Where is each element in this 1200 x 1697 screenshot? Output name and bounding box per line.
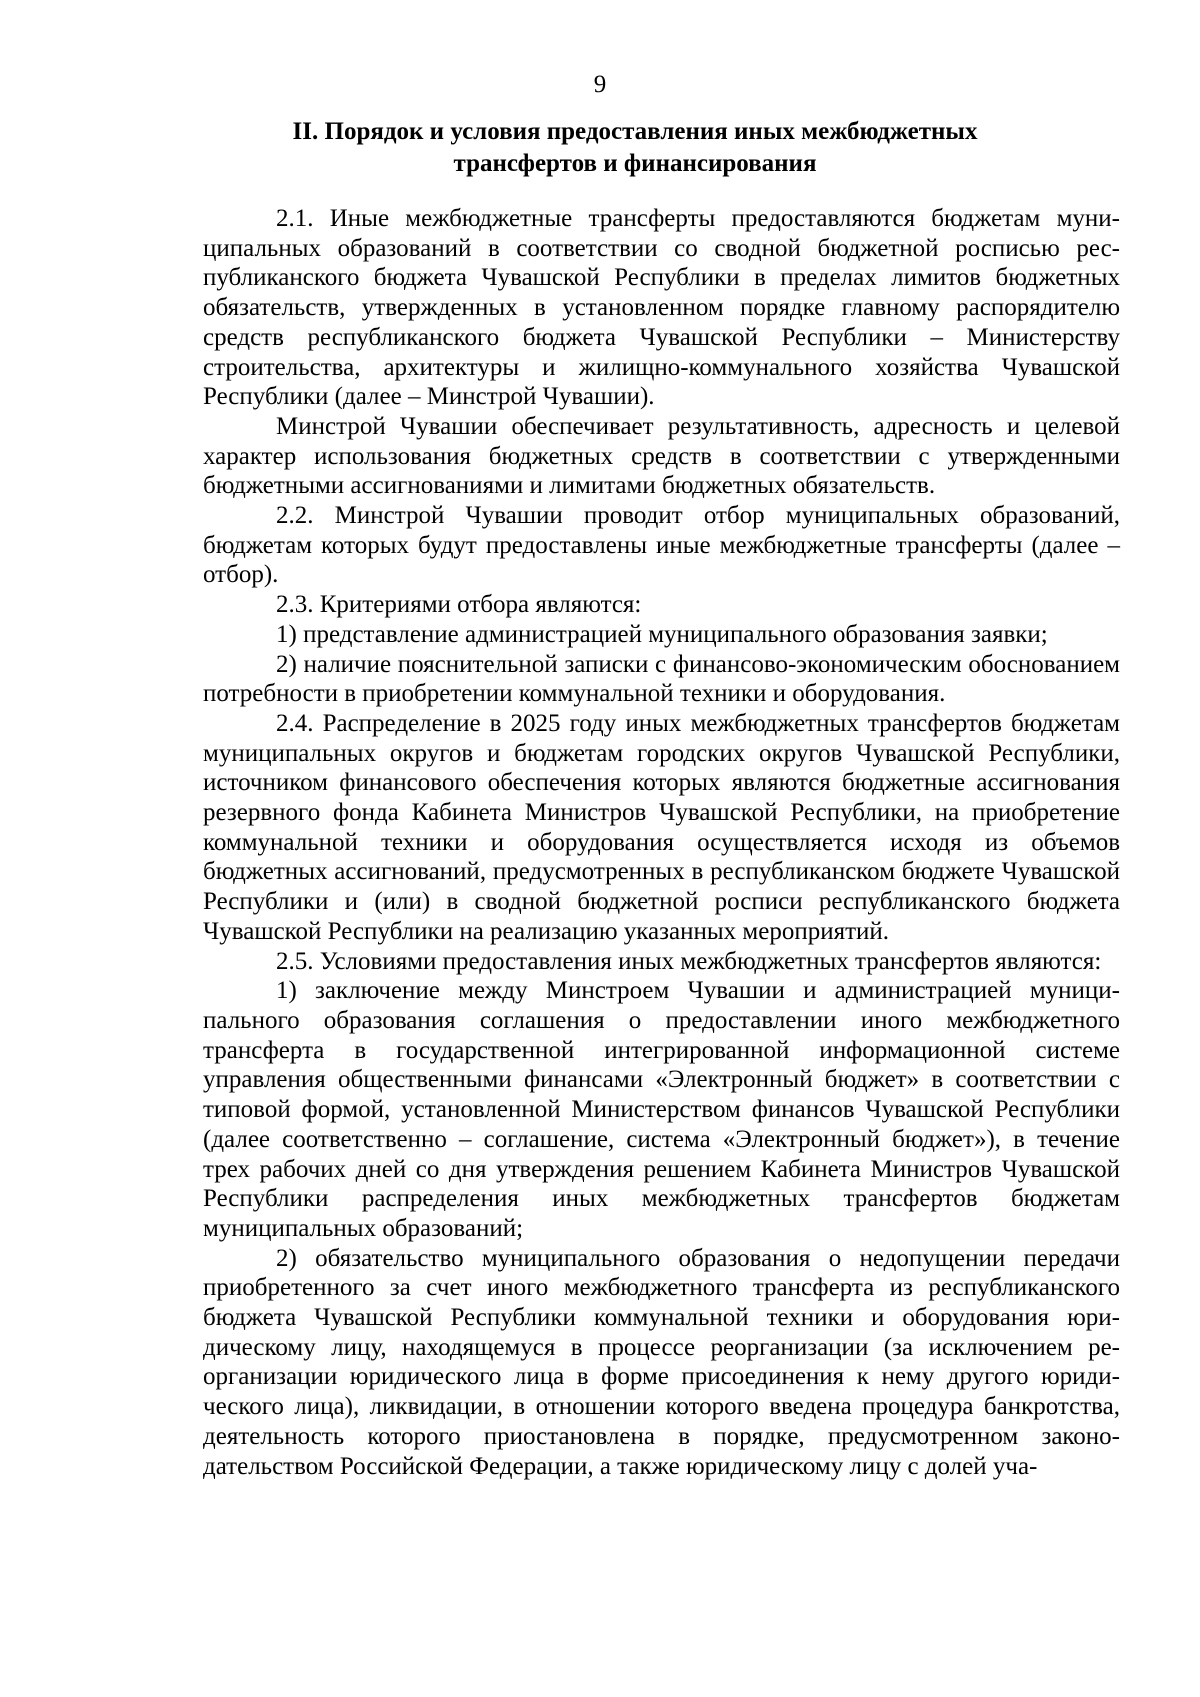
paragraph-2-3: 2.3. Критериями отбора являются: bbox=[276, 591, 642, 619]
paragraph-2-5: 2.5. Условиями предоставления иных межбюджетных трансфертов являются: bbox=[276, 947, 1102, 975]
section-title-line-1: II. Порядок и условия предоставления иных межбюджетных bbox=[292, 118, 978, 145]
paragraph-2-3-item-1: 1) представление администрацией муниципального образования заявки; bbox=[276, 620, 1048, 648]
paragraph-2-3-item-2: 2) наличие пояснительной записки с финансово-экономическим обоснованием потребности в приобретении коммунальной техники и оборудования. bbox=[203, 650, 1120, 708]
section-title bbox=[200, 116, 1070, 180]
paragraph-2-5-item-2: 2) обязательство муниципального образования о недопущении передачи приобретенного за счет иного межбюджетного трансферта из республиканского бюджета Чувашской Республики коммунальной техники и оборудования юридическому лицу, находящемуся в процессе реорганизации (за исключением реорганизации юридического лица в форме присоединения к нему другого юридического лица), ликвидации, в отношении которого введена процедура банкротства, деятельность которого приостановлена в порядке, предусмотренном законодательством Российской Федерации, а также юридическому лицу с долей уча- bbox=[203, 1244, 1120, 1480]
page-number: 9 bbox=[593, 71, 607, 98]
section-title-line-2: трансфертов и финансирования bbox=[453, 150, 817, 177]
paragraph-minstroy-duties: Минстрой Чувашии обеспечивает результативность, адресность и целевой характер использования бюджетных средств в соответствии с утвержденными бюджетными ассигнованиями и лимитами бюджетных обязательств. bbox=[203, 412, 1120, 500]
paragraph-2-4: 2.4. Распределение в 2025 году иных межбюджетных трансфертов бюджетам муниципальных округов и бюджетам городских округов Чувашской Республики, источником финансового обеспечения которых являются бюджетные ассигнования резервного фонда Кабинета Министров Чувашской Республики, на приобретение коммунальной техники и оборудования осуществляется исходя из объемов бюджетных ассигнований, предусмотренных в республиканском бюджете Чувашской Республики и (или) в сводной бюджетной росписи республиканского бюджета Чувашской Республики на реализацию указанных мероприятий. bbox=[203, 709, 1120, 945]
paragraph-2-5-item-1: 1) заключение между Минстроем Чувашии и администрацией муниципального образования соглашения о предоставлении иного межбюджетного трансферта в государственной интегрированной информационной системе управления общественными финансами «Электронный бюджет» в соответствии с типовой формой, установленной Министерством финансов Чувашской Республики (далее соответственно – соглашение, система «Электронный бюджет»), в течение трех рабочих дней со дня утверждения решением Кабинета Министров Чувашской Республики распределения иных межбюджетных трансфертов бюджетам муниципальных образований; bbox=[203, 977, 1120, 1242]
body-text bbox=[203, 204, 1120, 1481]
paragraph-2-2: 2.2. Минстрой Чувашии проводит отбор муниципальных образований, бюджетам которых будут предоставлены иные межбюджетные трансферты (далее – отбор). bbox=[203, 502, 1120, 589]
paragraph-2-1: 2.1. Иные межбюджетные трансферты предоставляются бюджетам муниципальных образований в соответствии со сводной бюджетной росписью республиканского бюджета Чувашской Республики в пределах лимитов бюджетных обязательств, утвержденных в установленном порядке главному распорядителю средств республиканского бюджета Чувашской Республики – Министерству строительства, архитектуры и жилищно-коммунального хозяйства Чувашской Республики (далее – Минстрой Чувашии). bbox=[203, 205, 1120, 411]
